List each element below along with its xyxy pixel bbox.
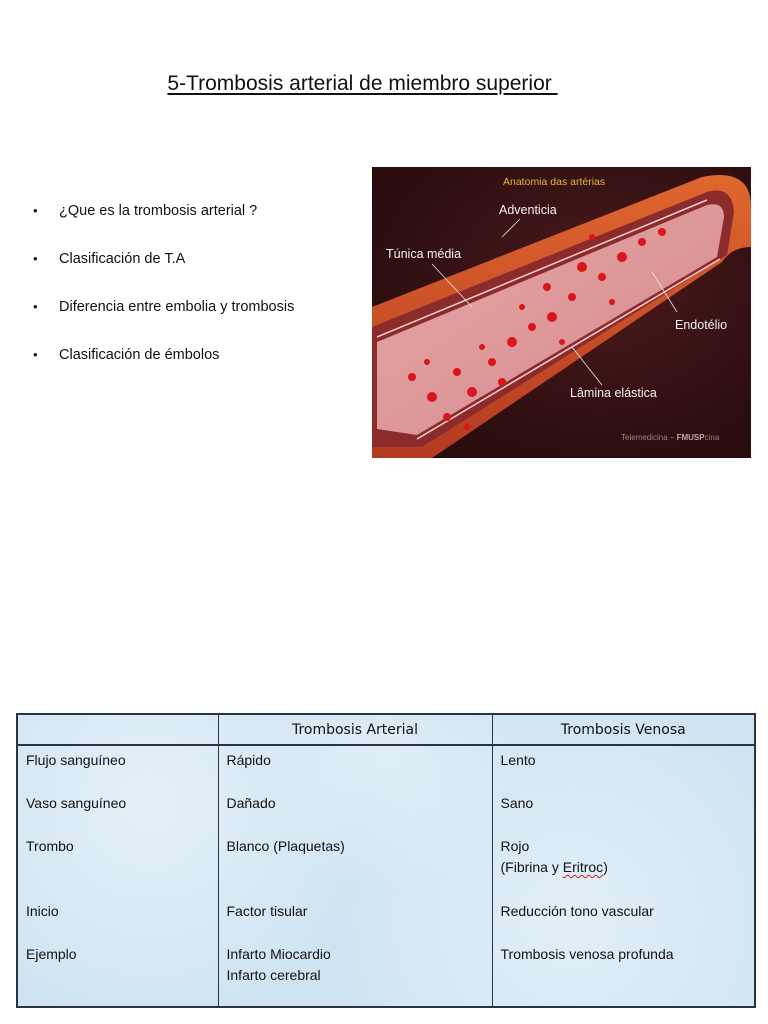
header-trombosis-venosa: Trombosis Venosa [492,715,754,745]
page-title: 5-Trombosis arterial de miembro superior [167,72,558,95]
table-row [18,897,754,940]
cell-venosa: Reducción tono vascular [492,897,754,940]
cell-arterial [218,940,492,1006]
artery-anatomy-image [372,167,751,458]
bullet-item: • Clasificación de émbolos [33,345,363,393]
cell-arterial: Rápido [218,745,492,789]
cell-arterial: Blanco (Plaquetas) [218,832,492,897]
cell-line: (Fibrina y Eritroc) [500,859,608,875]
header-empty [18,715,218,745]
cell-line: Rojo [500,838,530,854]
table-row [18,832,754,897]
table-row [18,940,754,1006]
spell-error-word: Eritroc [562,859,604,875]
cell-venosa [492,832,754,897]
label-lamina-elastica: Lâmina elástica [570,386,657,400]
bullet-list [33,201,363,393]
table-row [18,745,754,789]
bullet-item: • Diferencia entre embolia y trombosis [33,297,363,345]
bullet-item: • Clasificación de T.A [33,249,363,297]
cell-arterial: Dañado [218,789,492,832]
row-label: Inicio [26,903,59,919]
cell-line: Infarto cerebral [226,967,321,983]
image-title: Anatomia das artérias [503,176,606,188]
row-label: Trombo [26,838,74,854]
row-label: Vaso sanguíneo [26,795,127,811]
cell-arterial: Factor tisular [218,897,492,940]
label-endotelio: Endotélio [675,318,728,332]
header-trombosis-arterial: Trombosis Arterial [218,715,492,745]
cell-venosa: Trombosis venosa profunda [492,940,754,1006]
artery-illustration [372,167,751,458]
image-credit: Telemedicina – FMUSPcina [621,433,720,442]
comparison-table [16,713,756,1008]
label-adventicia: Adventicia [499,203,557,217]
label-tunica-media: Túnica média [386,247,462,261]
cell-line: Infarto Miocardio [226,946,331,962]
cell-venosa: Lento [492,745,754,789]
row-label: Ejemplo [26,946,77,962]
row-label: Flujo sanguíneo [26,752,126,768]
cell-venosa: Sano [492,789,754,832]
table-row [18,789,754,832]
bullet-item: • ¿Que es la trombosis arterial ? [33,201,363,249]
